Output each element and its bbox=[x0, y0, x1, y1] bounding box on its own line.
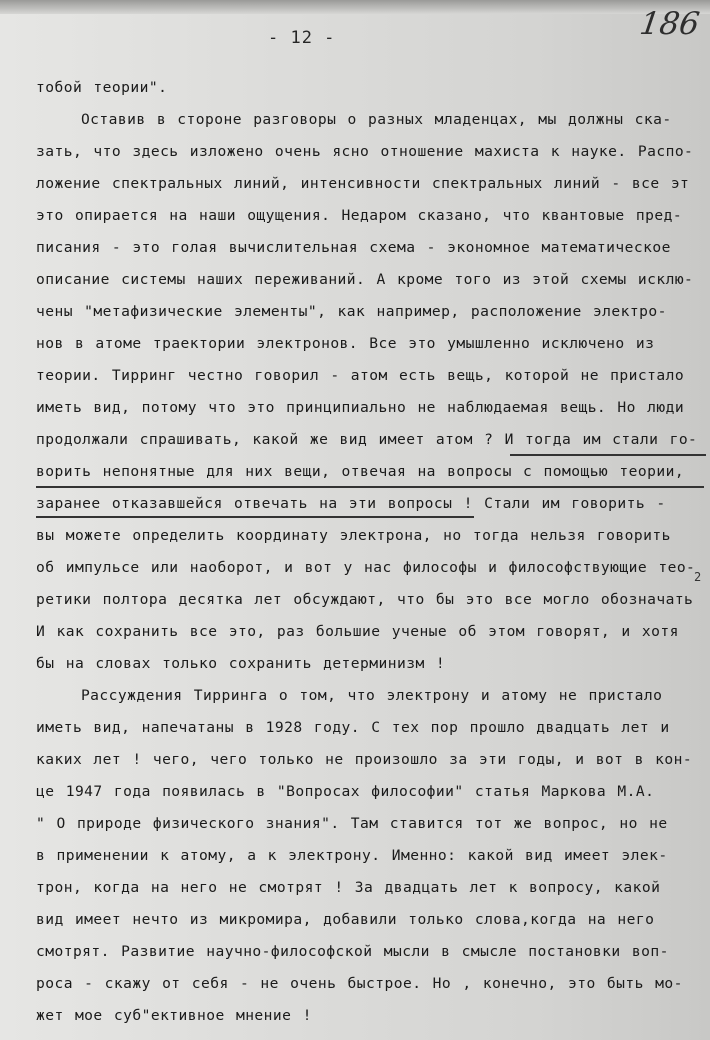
text-line: Оставив в стороне разговоры о разных младенцах, мы должны ска- bbox=[36, 111, 672, 128]
text-line: вид имеет нечто из микромира, добавили только слова,когда на него bbox=[36, 911, 655, 928]
scan-edge-shadow bbox=[0, 0, 710, 14]
underline-1 bbox=[510, 454, 706, 456]
text-line: каких лет ! чего, чего только не произошло за эти годы, и вот в кон- bbox=[36, 751, 693, 768]
text-line: жет мое суб"ективное мнение ! bbox=[36, 1007, 312, 1024]
text-line: тобой теории". bbox=[36, 79, 168, 96]
text-line: нов в атоме траектории электронов. Все это умышленно исключено из bbox=[36, 335, 655, 352]
text-line: трон, когда на него не смотрят ! За двадцать лет к вопросу, какой bbox=[36, 879, 661, 896]
text-line: це 1947 года появилась в "Вопросах философии" статья Маркова М.А. bbox=[36, 783, 655, 800]
text-line: это опирается на наши ощущения. Недаром сказано, что квантовые пред- bbox=[36, 207, 683, 224]
text-line: чены "метафизические элементы", как например, расположение электро- bbox=[36, 303, 667, 320]
text-line: в применении к атому, а к электрону. Именно: какой вид имеет элек- bbox=[36, 847, 668, 864]
text-line: И как сохранить все это, раз большие ученые об этом говорят, и хотя bbox=[36, 623, 679, 640]
underline-3 bbox=[36, 516, 474, 518]
text-line: вы можете определить координату электрона, но тогда нельзя говорить bbox=[36, 527, 671, 544]
text-line: писания - это голая вычислительная схема - экономное математическое bbox=[36, 239, 671, 256]
page-number: - 12 - bbox=[268, 28, 336, 48]
text-line: ложение спектральных линий, интенсивности спектральных линий - все эт bbox=[36, 175, 690, 192]
text-line: иметь вид, напечатаны в 1928 году. С тех пор прошло двадцать лет и bbox=[36, 719, 670, 736]
text-line: роса - скажу от себя - не очень быстрое. Но , конечно, это быть мо- bbox=[36, 975, 683, 992]
text-line: заранее отказавшейся отвечать на эти вопросы ! Стали им говорить - bbox=[36, 495, 666, 512]
text-line: продолжали спрашивать, какой же вид имеет атом ? И тогда им стали го- bbox=[36, 431, 698, 448]
text-line: описание системы наших переживаний. А кроме того из этой схемы исклю- bbox=[36, 271, 694, 288]
text-line: ретики полтора десятка лет обсуждают, что бы это все могло обозначать bbox=[36, 591, 694, 608]
text-line: ворить непонятные для них вещи, отвечая на вопросы с помощью теории, bbox=[36, 463, 685, 480]
text-line: бы на словах только сохранить детерминизм ! bbox=[36, 655, 446, 672]
margin-note: 2 bbox=[694, 570, 702, 584]
text-line: об импульсе или наоборот, и вот у нас философы и философствующие тео- bbox=[36, 559, 696, 576]
text-line: смотрят. Развитие научно-философской мысли в смысле постановки воп- bbox=[36, 943, 669, 960]
text-line: зать, что здесь изложено очень ясно отношение махиста к науке. Распо- bbox=[36, 143, 694, 160]
text-line: " О природе физического знания". Там ставится тот же вопрос, но не bbox=[36, 815, 668, 832]
underline-2 bbox=[36, 486, 704, 488]
archive-number-handwritten: 186 bbox=[637, 6, 702, 42]
text-line: Рассуждения Тирринга о том, что электрону и атому не пристало bbox=[36, 687, 663, 704]
text-line: иметь вид, потому что это принципиально не наблюдаемая вещь. Но люди bbox=[36, 399, 685, 416]
text-line: теории. Тирринг честно говорил - атом есть вещь, которой не пристало bbox=[36, 367, 685, 384]
